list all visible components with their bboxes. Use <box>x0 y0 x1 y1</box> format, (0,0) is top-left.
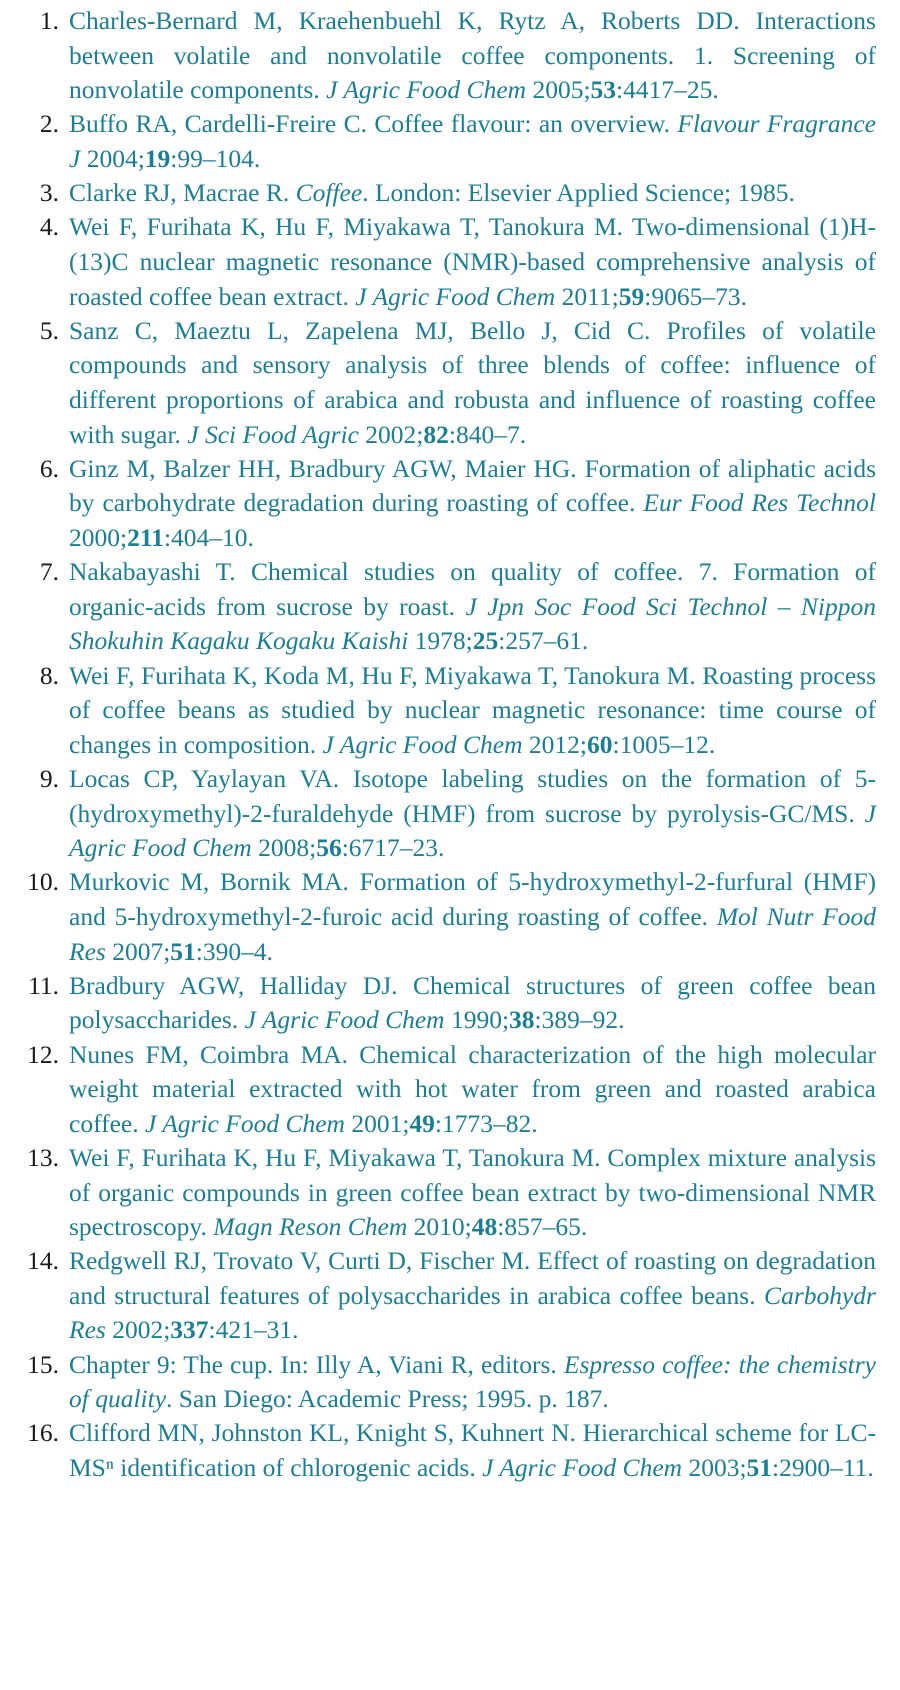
reference-title: Roasting process of coffee beans as studied by nuclear magnetic resonance: time course of changes in composition. <box>69 660 876 759</box>
reference-pages: :840–7. <box>448 419 527 449</box>
reference-volume: 51 <box>746 1453 773 1483</box>
reference-item <box>0 969 900 1038</box>
reference-title: Formation of aliphatic acids by carbohydrate degradation during roasting of coffee. <box>69 453 876 518</box>
reference-year: . San Diego: Academic Press; 1995. p. 187. <box>166 1384 609 1414</box>
reference-volume: 60 <box>586 729 613 759</box>
reference-item <box>0 1141 900 1245</box>
reference-item <box>0 1038 900 1142</box>
reference-authors: Clarke RJ, Macrae R. <box>69 178 290 208</box>
reference-authors: Wei F, Furihata K, Hu F, Miyakawa T, Tanokura M. <box>69 212 624 242</box>
reference-number: 3. <box>39 178 59 208</box>
reference-year: 2011; <box>555 281 619 311</box>
reference-number: 1. <box>39 6 59 35</box>
reference-volume: 53 <box>590 75 617 105</box>
reference-authors: Locas CP, Yaylayan VA. <box>69 763 340 793</box>
reference-authors: Bradbury AGW, Halliday DJ. <box>69 970 398 1000</box>
reference-title: Chemical studies on quality of coffee. 7. Formation of organic-acids from sucrose by roast. <box>69 557 876 621</box>
reference-authors: Charles-Bernard M, Kraehenbuehl K, Rytz A, Roberts DD. <box>69 6 740 35</box>
reference-volume: 38 <box>509 1005 535 1035</box>
reference-year: 2005; <box>526 75 591 105</box>
reference-title: Two-dimensional (1)H-(13)C nuclear magnetic resonance (NMR)-based comprehensive analysis of roasted coffee bean extract. <box>69 212 876 311</box>
reference-year: 2012; <box>522 729 587 759</box>
reference-title: Formation of 5-hydroxymethyl-2-furfural (HMF) and 5-hydroxymethyl-2-furoic acid during roasting of coffee. <box>69 867 876 931</box>
reference-authors: Wei F, Furihata K, Hu F, Miyakawa T, Tanokura M. <box>69 1142 601 1172</box>
reference-title: Chemical structures of green coffee bean polysaccharides. <box>69 970 876 1035</box>
reference-journal: J Agric Food Chem <box>138 1108 345 1138</box>
reference-year: 2003; <box>682 1453 747 1483</box>
reference-journal: J Agric Food Chem <box>238 1005 445 1035</box>
reference-volume: 82 <box>423 419 449 449</box>
reference-item <box>0 314 900 452</box>
reference-number: 7. <box>39 557 59 587</box>
reference-pages: :1005–12. <box>612 729 716 759</box>
reference-number: 14. <box>27 1246 59 1276</box>
reference-volume: 19 <box>144 143 171 173</box>
reference-pages: :4417–25. <box>616 75 719 105</box>
reference-year: 2007; <box>105 936 171 966</box>
reference-item <box>0 865 900 969</box>
reference-number: 6. <box>39 453 59 483</box>
reference-title: Coffee flavour: an overview. <box>366 109 670 139</box>
reference-journal: Magn Reson Chem <box>206 1212 408 1242</box>
reference-number: 2. <box>39 109 59 139</box>
reference-item <box>0 4 900 108</box>
reference-journal: Carbohydr Res <box>69 1280 876 1345</box>
reference-item <box>0 762 900 866</box>
reference-journal: Mol Nutr Food Res <box>69 901 876 966</box>
reference-authors: Nunes FM, Coimbra MA. <box>69 1039 348 1069</box>
reference-volume: 51 <box>170 936 196 966</box>
reference-journal: J Agric Food Chem <box>69 798 876 863</box>
reference-volume: 48 <box>471 1212 498 1242</box>
reference-year: 1978; <box>408 626 473 656</box>
reference-journal: J Jpn Soc Food Sci Technol – Nippon Shokuhin Kagaku Kogaku Kaishi <box>69 591 877 656</box>
reference-pages: :857–65. <box>497 1212 588 1242</box>
reference-title: Isotope labeling studies on the formation of 5-(hydroxymethyl)-2-furaldehyde (HMF) from sucrose by pyrolysis-GC/MS. <box>69 763 876 828</box>
reference-title: Profiles of volatile compounds and sensory analysis of three blends of coffee: influence of different proportions of arabica and robusta and influence of roasting coffee with sugar. <box>69 315 877 449</box>
reference-volume: 211 <box>127 522 164 552</box>
reference-year: 2004; <box>80 143 145 173</box>
reference-journal: Flavour Fragrance J <box>69 109 876 173</box>
reference-number: 8. <box>39 660 59 690</box>
reference-authors: Wei F, Furihata K, Koda M, Hu F, Miyakawa T, Tanokura M. <box>69 660 696 690</box>
reference-journal: J Agric Food Chem <box>316 729 523 759</box>
reference-pages: :404–10. <box>163 522 254 552</box>
reference-number: 13. <box>27 1142 59 1172</box>
reference-title: Interactions between volatile and nonvolatile coffee components. 1. Screening of nonvolatile components. <box>69 6 876 105</box>
reference-year: 2008; <box>251 833 317 863</box>
reference-volume: 337 <box>170 1315 209 1345</box>
reference-journal: J Sci Food Agric <box>180 419 359 449</box>
reference-authors: Clifford MN, Johnston KL, Knight S, Kuhnert N. <box>69 1418 576 1448</box>
reference-volume: 25 <box>472 626 499 656</box>
reference-item <box>0 107 900 176</box>
reference-number: 10. <box>27 867 59 897</box>
reference-pages: :9065–73. <box>644 281 747 311</box>
reference-journal: J Agric Food Chem <box>319 75 527 105</box>
reference-authors: Ginz M, Balzer HH, Bradbury AGW, Maier HG. <box>69 453 577 483</box>
reference-volume: 56 <box>316 833 342 863</box>
reference-item <box>0 1348 900 1417</box>
reference-title: Complex mixture analysis of organic compounds in green coffee bean extract by two-dimensional NMR spectroscopy. <box>69 1142 876 1242</box>
reference-authors: Redgwell RJ, Trovato V, Curti D, Fischer M. <box>69 1246 531 1276</box>
reference-number: 11. <box>28 970 59 1000</box>
reference-number: 12. <box>27 1039 59 1069</box>
reference-authors: Chapter 9: The cup. In: Illy A, Viani R, editors. <box>69 1349 557 1379</box>
reference-year: 1990; <box>444 1005 510 1035</box>
reference-title: Hierarchical scheme for LC-MSⁿ identification of chlorogenic acids. <box>69 1418 876 1483</box>
reference-item <box>0 659 900 763</box>
reference-year: . London: Elsevier Applied Science; 1985. <box>362 178 795 208</box>
reference-year: 2010; <box>407 1212 472 1242</box>
reference-authors: Sanz C, Maeztu L, Zapelena MJ, Bello J, Cid C. <box>69 315 651 345</box>
reference-authors: Nakabayashi T. <box>69 557 236 587</box>
reference-item <box>0 452 900 556</box>
reference-item <box>0 1244 900 1348</box>
reference-title: Effect of roasting on degradation and structural features of polysaccharides in arabica coffee beans. <box>69 1246 876 1310</box>
reference-volume: 59 <box>618 281 645 311</box>
reference-pages: :390–4. <box>195 936 274 966</box>
reference-pages: :99–104. <box>170 143 261 173</box>
reference-pages: :389–92. <box>534 1005 625 1035</box>
reference-authors: Murkovic M, Bornik MA. <box>69 867 349 897</box>
reference-item <box>0 1416 900 1485</box>
reference-pages: :2900–11. <box>772 1453 874 1483</box>
reference-item <box>0 555 900 659</box>
reference-number: 9. <box>39 763 59 793</box>
reference-year: 2001; <box>344 1108 410 1138</box>
reference-pages: :1773–82. <box>434 1108 538 1138</box>
reference-year: 2002; <box>358 419 424 449</box>
reference-journal: Coffee <box>289 178 363 208</box>
reference-pages: :257–61. <box>498 626 589 656</box>
reference-journal: Espresso coffee: the chemistry of quality <box>69 1349 876 1414</box>
reference-pages: :6717–23. <box>341 833 445 863</box>
reference-item <box>0 210 900 314</box>
reference-item <box>0 176 900 211</box>
reference-number: 15. <box>27 1349 59 1379</box>
reference-authors: Buffo RA, Cardelli-Freire C. <box>69 109 367 139</box>
reference-journal: J Agric Food Chem <box>348 281 556 311</box>
reference-title: Chemical characterization of the high molecular weight material extracted with hot water from green and roasted arabica coffee. <box>69 1039 876 1138</box>
reference-year: 2002; <box>105 1315 171 1345</box>
reference-journal: Eur Food Res Technol <box>635 488 876 518</box>
reference-journal: J Agric Food Chem <box>475 1453 683 1483</box>
reference-number: 16. <box>27 1418 59 1448</box>
reference-volume: 49 <box>409 1108 435 1138</box>
reference-year: 2000; <box>69 522 128 552</box>
reference-pages: :421–31. <box>208 1315 299 1345</box>
reference-number: 4. <box>39 212 59 242</box>
reference-number: 5. <box>39 315 59 345</box>
